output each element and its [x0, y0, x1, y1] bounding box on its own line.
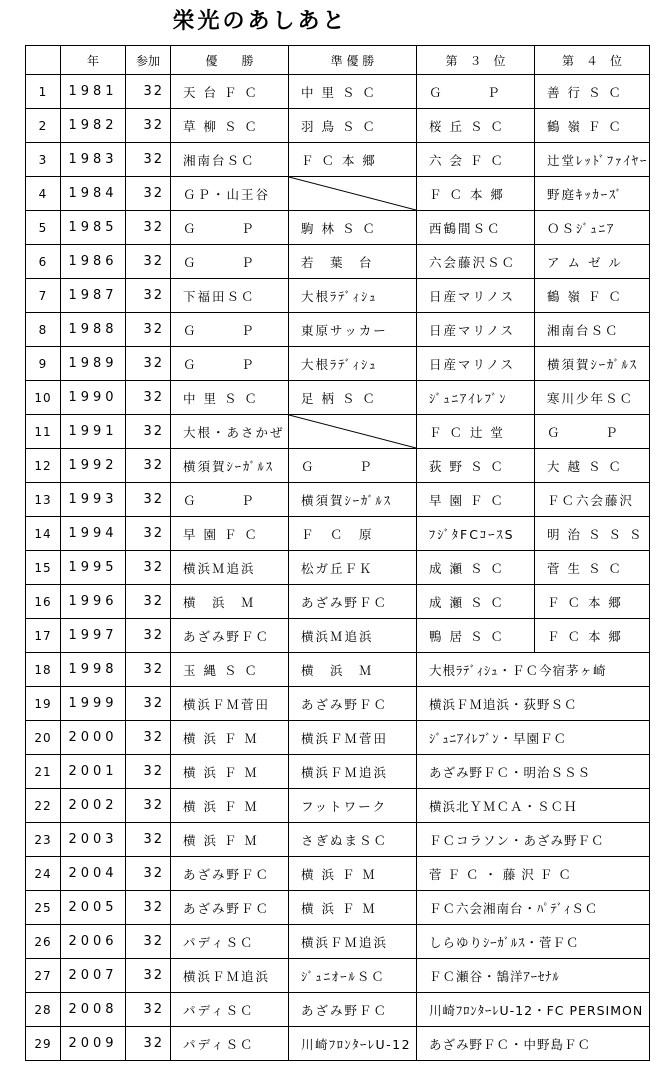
- row-fourth: 明 治 Ｓ Ｓ Ｓ: [535, 517, 650, 551]
- page-title: 栄光のあしあと: [172, 9, 348, 34]
- row-winner: Ｇ Ｐ: [171, 313, 289, 347]
- row-fourth: 寒川少年ＳＣ: [535, 381, 650, 415]
- row-runner-up: 駒 林 Ｓ Ｃ: [289, 211, 417, 245]
- row-third: ｼﾞｭﾆｱｲﾚﾌﾞﾝ: [417, 381, 535, 415]
- row-number: 16: [26, 585, 61, 619]
- row-year: 1985: [61, 211, 126, 245]
- table-row: [26, 959, 650, 993]
- row-number: 13: [26, 483, 61, 517]
- header-winner: 優 勝: [171, 46, 289, 75]
- row-runner-up: Ｆ Ｃ 原: [289, 517, 417, 551]
- row-year: 2002: [61, 789, 126, 823]
- table-row: [26, 993, 650, 1027]
- row-third-fourth: 大根ﾗﾃﾞｨｼｭ・ＦＣ今宿茅ヶ崎: [417, 653, 650, 687]
- row-fourth: 野庭ｷｯｶｰｽﾞ: [535, 177, 650, 211]
- row-number: 20: [26, 721, 61, 755]
- table-row: [26, 551, 650, 585]
- runner-up-none: [289, 415, 417, 449]
- row-fourth: Ｆ Ｃ 本 郷: [535, 585, 650, 619]
- row-fourth: ア ム ゼ ル: [535, 245, 650, 279]
- row-year: 1990: [61, 381, 126, 415]
- row-year: 1986: [61, 245, 126, 279]
- row-runner-up: フットワーク: [289, 789, 417, 823]
- row-number: 6: [26, 245, 61, 279]
- runner-up-none: [289, 177, 417, 211]
- row-fourth: 湘南台ＳＣ: [535, 313, 650, 347]
- row-third-fourth: あざみ野ＦＣ・明治ＳＳＳ: [417, 755, 650, 789]
- row-winner: 横 浜 Ｆ Ｍ: [171, 721, 289, 755]
- row-winner: 天 台 Ｆ Ｃ: [171, 75, 289, 109]
- header-runner-up: 準 優 勝: [289, 46, 417, 75]
- row-runner-up: Ｇ Ｐ: [289, 449, 417, 483]
- row-year: 1999: [61, 687, 126, 721]
- row-winner: 横 浜 Ｍ: [171, 585, 289, 619]
- row-teams: 32: [126, 619, 171, 653]
- row-teams: 32: [126, 721, 171, 755]
- row-runner-up: 大根ﾗﾃﾞｨｼｭ: [289, 279, 417, 313]
- row-number: 12: [26, 449, 61, 483]
- row-winner: あざみ野ＦＣ: [171, 891, 289, 925]
- row-teams: 32: [126, 993, 171, 1027]
- table-row: [26, 653, 650, 687]
- table-row: [26, 75, 650, 109]
- row-third: 荻 野 Ｓ Ｃ: [417, 449, 535, 483]
- row-winner: 横浜ＦＭ追浜: [171, 959, 289, 993]
- row-teams: 32: [126, 517, 171, 551]
- row-year: 2005: [61, 891, 126, 925]
- row-year: 1987: [61, 279, 126, 313]
- row-fourth: 善 行 Ｓ Ｃ: [535, 75, 650, 109]
- row-year: 1993: [61, 483, 126, 517]
- row-year: 2001: [61, 755, 126, 789]
- row-winner: 湘南台ＳＣ: [171, 143, 289, 177]
- row-teams: 32: [126, 245, 171, 279]
- table-row: [26, 789, 650, 823]
- table-row: [26, 1027, 650, 1061]
- row-winner: Ｇ Ｐ: [171, 483, 289, 517]
- row-teams: 32: [126, 347, 171, 381]
- row-runner-up: 中 里 Ｓ Ｃ: [289, 75, 417, 109]
- table-row: [26, 483, 650, 517]
- table-row: [26, 925, 650, 959]
- row-number: 29: [26, 1027, 61, 1061]
- row-third: 六会藤沢ＳＣ: [417, 245, 535, 279]
- row-year: 1989: [61, 347, 126, 381]
- row-teams: 32: [126, 415, 171, 449]
- row-runner-up: 横 浜 Ｆ Ｍ: [289, 891, 417, 925]
- row-winner: 草 柳 Ｓ Ｃ: [171, 109, 289, 143]
- row-third-fourth: しらゆりｼｰｶﾞﾙｽ・菅ＦＣ: [417, 925, 650, 959]
- row-teams: 32: [126, 143, 171, 177]
- row-year: 1997: [61, 619, 126, 653]
- row-runner-up: さぎぬまＳＣ: [289, 823, 417, 857]
- table-row: [26, 449, 650, 483]
- row-fourth: 鶴 嶺 Ｆ Ｃ: [535, 279, 650, 313]
- row-winner: 横浜Ｍ追浜: [171, 551, 289, 585]
- row-number: 23: [26, 823, 61, 857]
- table-row: [26, 585, 650, 619]
- row-winner: 横浜ＦＭ菅田: [171, 687, 289, 721]
- row-runner-up: あざみ野ＦＣ: [289, 993, 417, 1027]
- row-teams: 32: [126, 959, 171, 993]
- row-year: 1983: [61, 143, 126, 177]
- row-year: 2007: [61, 959, 126, 993]
- row-year: 1992: [61, 449, 126, 483]
- row-runner-up: 横浜ＦＭ追浜: [289, 755, 417, 789]
- row-third: 桜 丘 Ｓ Ｃ: [417, 109, 535, 143]
- row-number: 10: [26, 381, 61, 415]
- row-runner-up: 川崎ﾌﾛﾝﾀｰﾚU-12: [289, 1027, 417, 1061]
- row-year: 2000: [61, 721, 126, 755]
- row-runner-up: ｼﾞｭﾆｵｰﾙＳＣ: [289, 959, 417, 993]
- header-third: 第 ３ 位: [417, 46, 535, 75]
- row-runner-up: 松ガ丘ＦＫ: [289, 551, 417, 585]
- row-year: 1982: [61, 109, 126, 143]
- header-teams: 参加: [126, 46, 171, 75]
- row-number: 4: [26, 177, 61, 211]
- row-teams: 32: [126, 857, 171, 891]
- row-third: 成 瀬 Ｓ Ｃ: [417, 551, 535, 585]
- row-runner-up: 横浜ＦＭ菅田: [289, 721, 417, 755]
- row-winner: パディＳＣ: [171, 1027, 289, 1061]
- row-number: 2: [26, 109, 61, 143]
- row-third: 早 園 Ｆ Ｃ: [417, 483, 535, 517]
- row-runner-up: 横浜ＦＭ追浜: [289, 925, 417, 959]
- row-winner: 中 里 Ｓ Ｃ: [171, 381, 289, 415]
- row-third: 日産マリノス: [417, 347, 535, 381]
- row-winner: 早 園 Ｆ Ｃ: [171, 517, 289, 551]
- row-third-fourth: ＦＣ六会湘南台・ﾊﾟﾃﾞｨＳＣ: [417, 891, 650, 925]
- header-fourth: 第 ４ 位: [535, 46, 650, 75]
- row-third: Ｆ Ｃ 本 郷: [417, 177, 535, 211]
- row-winner: 横 浜 Ｆ Ｍ: [171, 789, 289, 823]
- row-number: 5: [26, 211, 61, 245]
- row-third-fourth: 菅 Ｆ Ｃ ・ 藤 沢 Ｆ Ｃ: [417, 857, 650, 891]
- row-winner: Ｇ Ｐ: [171, 347, 289, 381]
- row-fourth: ＯＳｼﾞｭﾆｱ: [535, 211, 650, 245]
- row-runner-up: 横 浜 Ｍ: [289, 653, 417, 687]
- table-row: [26, 109, 650, 143]
- row-teams: 32: [126, 789, 171, 823]
- row-number: 17: [26, 619, 61, 653]
- row-number: 24: [26, 857, 61, 891]
- row-third: 鴨 居 Ｓ Ｃ: [417, 619, 535, 653]
- row-year: 1995: [61, 551, 126, 585]
- row-teams: 32: [126, 755, 171, 789]
- row-runner-up: 羽 鳥 Ｓ Ｃ: [289, 109, 417, 143]
- table-row: [26, 313, 650, 347]
- row-number: 8: [26, 313, 61, 347]
- row-teams: 32: [126, 483, 171, 517]
- table-row: [26, 381, 650, 415]
- table-row: [26, 823, 650, 857]
- table-row: [26, 177, 650, 211]
- row-fourth: Ｆ Ｃ 本 郷: [535, 619, 650, 653]
- row-winner: ＧＰ・山王谷: [171, 177, 289, 211]
- table-row: [26, 755, 650, 789]
- row-teams: 32: [126, 449, 171, 483]
- row-number: 1: [26, 75, 61, 109]
- row-winner: Ｇ Ｐ: [171, 245, 289, 279]
- row-runner-up: あざみ野ＦＣ: [289, 585, 417, 619]
- row-teams: 32: [126, 687, 171, 721]
- table-row: [26, 279, 650, 313]
- row-number: 15: [26, 551, 61, 585]
- row-winner: 横 浜 Ｆ Ｍ: [171, 755, 289, 789]
- row-teams: 32: [126, 653, 171, 687]
- row-year: 1981: [61, 75, 126, 109]
- row-fourth: 横須賀ｼｰｶﾞﾙｽ: [535, 347, 650, 381]
- row-year: 1984: [61, 177, 126, 211]
- row-teams: 32: [126, 313, 171, 347]
- row-year: 2006: [61, 925, 126, 959]
- table-row: [26, 245, 650, 279]
- row-third-fourth: 横浜北ＹＭＣＡ・ＳＣＨ: [417, 789, 650, 823]
- row-year: 2008: [61, 993, 126, 1027]
- table-row: [26, 857, 650, 891]
- row-fourth: 菅 生 Ｓ Ｃ: [535, 551, 650, 585]
- row-winner: 大根・あさかぜ: [171, 415, 289, 449]
- row-runner-up: 東原サッカー: [289, 313, 417, 347]
- table-row: [26, 415, 650, 449]
- table-row: [26, 517, 650, 551]
- row-winner: パディＳＣ: [171, 993, 289, 1027]
- row-runner-up: 若 葉 台: [289, 245, 417, 279]
- table-row: [26, 347, 650, 381]
- row-runner-up: Ｆ Ｃ 本 郷: [289, 143, 417, 177]
- row-teams: 32: [126, 177, 171, 211]
- row-winner: Ｇ Ｐ: [171, 211, 289, 245]
- row-year: 2003: [61, 823, 126, 857]
- table-row: [26, 211, 650, 245]
- row-year: 2004: [61, 857, 126, 891]
- row-teams: 32: [126, 891, 171, 925]
- row-third-fourth: ＦＣコラソン・あざみ野ＦＣ: [417, 823, 650, 857]
- row-third-fourth: あざみ野ＦＣ・中野島ＦＣ: [417, 1027, 650, 1061]
- table-row: [26, 687, 650, 721]
- row-number: 19: [26, 687, 61, 721]
- row-year: 1998: [61, 653, 126, 687]
- row-winner: 横須賀ｼｰｶﾞﾙｽ: [171, 449, 289, 483]
- row-teams: 32: [126, 211, 171, 245]
- row-runner-up: 大根ﾗﾃﾞｨｼｭ: [289, 347, 417, 381]
- row-third: 日産マリノス: [417, 313, 535, 347]
- row-number: 18: [26, 653, 61, 687]
- header-year: 年: [61, 46, 126, 75]
- row-third-fourth: ｼﾞｭﾆｱｲﾚﾌﾞﾝ・早園ＦＣ: [417, 721, 650, 755]
- row-teams: 32: [126, 109, 171, 143]
- row-teams: 32: [126, 1027, 171, 1061]
- results-body: [26, 75, 650, 1061]
- row-third: Ｇ Ｐ: [417, 75, 535, 109]
- row-winner: あざみ野ＦＣ: [171, 619, 289, 653]
- row-third-fourth: 横浜ＦＭ追浜・荻野ＳＣ: [417, 687, 650, 721]
- results-table: [25, 45, 650, 1061]
- row-number: 11: [26, 415, 61, 449]
- row-runner-up: あざみ野ＦＣ: [289, 687, 417, 721]
- row-year: 1996: [61, 585, 126, 619]
- row-winner: 玉 縄 Ｓ Ｃ: [171, 653, 289, 687]
- row-runner-up: 足 柄 Ｓ Ｃ: [289, 381, 417, 415]
- row-fourth: ＦＣ六会藤沢: [535, 483, 650, 517]
- row-teams: 32: [126, 823, 171, 857]
- row-third-fourth: ＦＣ瀬谷・鵠洋ｱｰｾﾅﾙ: [417, 959, 650, 993]
- row-number: 3: [26, 143, 61, 177]
- row-teams: 32: [126, 75, 171, 109]
- row-teams: 32: [126, 381, 171, 415]
- row-winner: パディＳＣ: [171, 925, 289, 959]
- row-third: 西鶴間ＳＣ: [417, 211, 535, 245]
- row-third: Ｆ Ｃ 辻 堂: [417, 415, 535, 449]
- row-third: 六 会 Ｆ Ｃ: [417, 143, 535, 177]
- table-row: [26, 721, 650, 755]
- row-number: 21: [26, 755, 61, 789]
- row-number: 28: [26, 993, 61, 1027]
- row-year: 1988: [61, 313, 126, 347]
- row-number: 7: [26, 279, 61, 313]
- row-runner-up: 横浜Ｍ追浜: [289, 619, 417, 653]
- row-number: 27: [26, 959, 61, 993]
- row-number: 25: [26, 891, 61, 925]
- row-fourth: 鶴 嶺 Ｆ Ｃ: [535, 109, 650, 143]
- table-row: [26, 619, 650, 653]
- row-runner-up: 横 浜 Ｆ Ｍ: [289, 857, 417, 891]
- row-winner: あざみ野ＦＣ: [171, 857, 289, 891]
- row-teams: 32: [126, 551, 171, 585]
- row-runner-up: 横須賀ｼｰｶﾞﾙｽ: [289, 483, 417, 517]
- row-teams: 32: [126, 279, 171, 313]
- row-number: 14: [26, 517, 61, 551]
- row-fourth: 辻堂ﾚｯﾄﾞﾌｧｲﾔｰ: [535, 143, 650, 177]
- row-teams: 32: [126, 925, 171, 959]
- row-fourth: 大 越 Ｓ Ｃ: [535, 449, 650, 483]
- row-winner: 下福田ＳＣ: [171, 279, 289, 313]
- row-number: 22: [26, 789, 61, 823]
- row-third: 成 瀬 Ｓ Ｃ: [417, 585, 535, 619]
- table-row: [26, 891, 650, 925]
- row-year: 1994: [61, 517, 126, 551]
- row-third-fourth: 川崎ﾌﾛﾝﾀｰﾚU-12・FC PERSIMON: [417, 993, 650, 1027]
- header-row: [26, 46, 650, 75]
- row-teams: 32: [126, 585, 171, 619]
- header-no: [26, 46, 61, 75]
- row-number: 26: [26, 925, 61, 959]
- row-winner: 横 浜 Ｆ Ｍ: [171, 823, 289, 857]
- row-third: 日産マリノス: [417, 279, 535, 313]
- row-year: 1991: [61, 415, 126, 449]
- table-row: [26, 143, 650, 177]
- row-year: 2009: [61, 1027, 126, 1061]
- row-third: ﾌｼﾞﾀFCｺｰｽS: [417, 517, 535, 551]
- row-fourth: Ｇ Ｐ: [535, 415, 650, 449]
- row-number: 9: [26, 347, 61, 381]
